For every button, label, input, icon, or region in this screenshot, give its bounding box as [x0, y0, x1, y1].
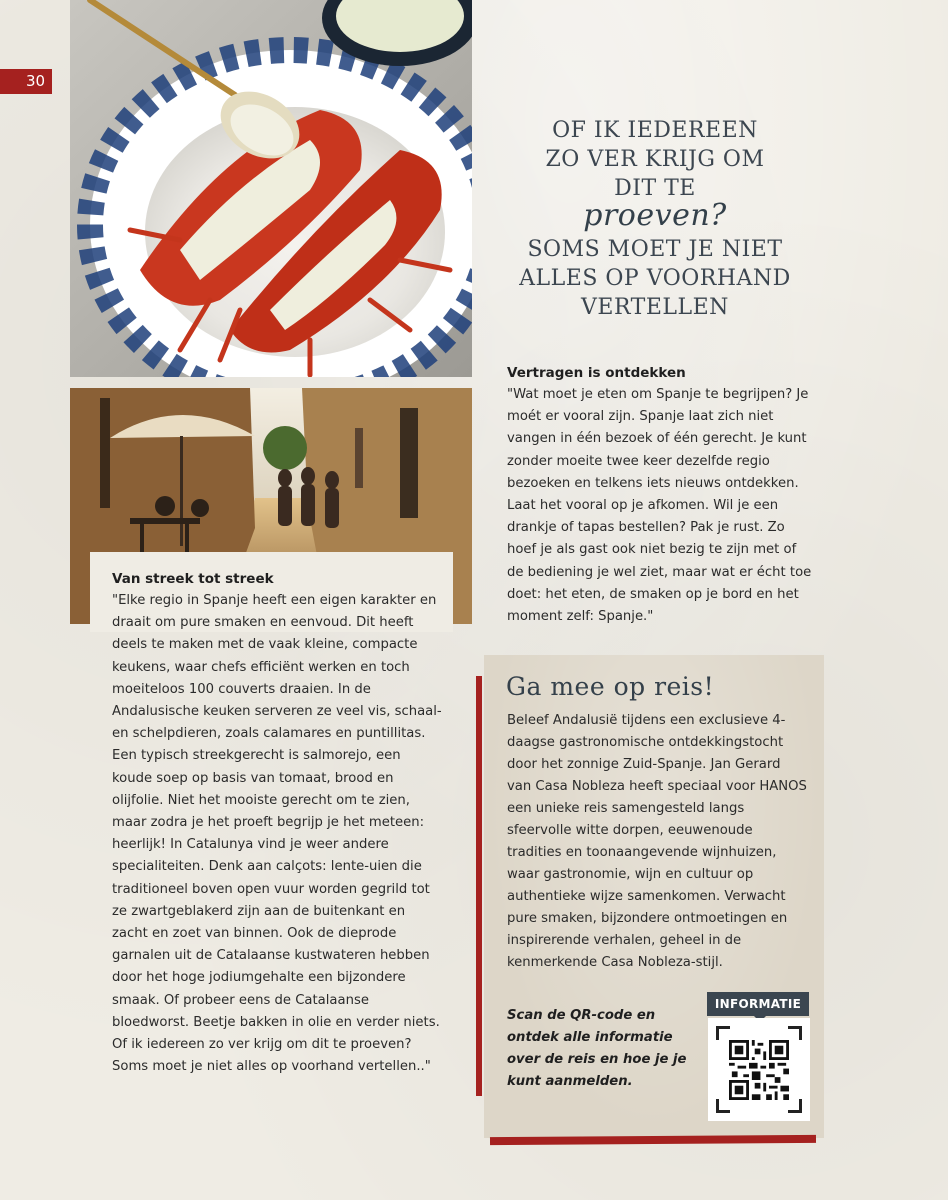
qr-frame-corner [716, 1026, 730, 1040]
pull-quote-script: proeven? [583, 198, 727, 233]
pull-quote-line: ZO VER KRIJG OM [545, 147, 765, 172]
section-vertragen [507, 362, 813, 628]
qr-code-icon[interactable] [729, 1040, 789, 1100]
lobster-illustration [70, 0, 472, 377]
lobster-dish-photo [70, 0, 472, 377]
qr-frame-corner [788, 1099, 802, 1113]
section-body: "Elke regio in Spanje heeft een eigen karakter en draait om pure smaken en eenvoud. Dit heeft deels te maken met de vaak kleine, compacte keukens, waar chefs efficiënt werken en toch moeiteloos 100 couverts draaien. In de Andalusische keuken serveren ze veel vis, schaal- en schelpdieren, zoals calamares en puntillitas. Een typisch streekgerecht is salmorejo, een koude soep op basis van tomaat, brood en olijfolie. Niet het mooiste gerecht om te zien, maar zodra je het proeft begrijp je het meteen: heerlijk! In Catalunya vind je weer andere specialiteiten. Denk aan calçots: lente-uien die traditioneel boven open vuur worden gegrild tot ze zwartgeblakerd zijn aan de buitenkant en zacht en zoet van binnen. Ook de dieprode garnalen uit de Catalaanse kustwateren hebben door het hoge jodiumgehalte een bijzondere smaak. Of probeer eens de Catalaanse bloedworst. Beetje bakken in olie en verder niets. Of ik iedereen zo ver krijg om dit te proeven? Soms moet je niet alles op voorhand vertellen.." [112, 593, 442, 1075]
accent-bar [490, 1135, 816, 1145]
qr-card[interactable] [708, 1018, 810, 1121]
pull-quote [500, 116, 810, 322]
pull-quote-line: VERTELLEN [581, 295, 729, 320]
pull-quote-line: ALLES OP VOORHAND [519, 266, 791, 291]
section-streek [112, 568, 442, 1078]
page-number: 30 [0, 69, 52, 94]
qr-label: INFORMATIE [707, 992, 809, 1016]
pull-quote-line: OF IK IEDEREEN [552, 118, 758, 143]
reis-call-to-action: Scan de QR-code en ontdek alle informatie over de reis en hoe je je kunt aanmelden. [507, 1008, 687, 1089]
qr-frame-corner [716, 1099, 730, 1113]
accent-bar [476, 676, 482, 1096]
section-heading: Van streek tot streek [112, 571, 274, 587]
section-body: "Wat moet je eten om Spanje te begrijpen? Je moét er vooral zijn. Spanje laat zich niet vangen in één bezoek of één gerecht. Je kunt zonder moeite twee keer dezelfde regio bezoeken en telkens iets nieuws ontdekken. Laat het vooral op je afkomen. Wil je een drankje of tapas bestellen? Pak je rust. Zo hoef je als gast ook niet bezig te zijn met of de bediening je wel ziet, maar wat er écht toe doet: het eten, de smaken op je bord en het moment zelf: Spanje." [507, 387, 812, 625]
qr-frame-corner [788, 1026, 802, 1040]
pull-quote-line: DIT TE [614, 176, 696, 201]
pull-quote-line: SOMS MOET JE NIET [527, 237, 783, 262]
reis-body [507, 710, 807, 974]
reis-title: Ga mee op reis! [506, 672, 715, 701]
section-heading: Vertragen is ontdekken [507, 365, 686, 381]
reis-body-text: Beleef Andalusië tijdens een exclusieve 4-daagse gastronomische ontdekkingstocht door het zonnige Zuid-Spanje. Jan Gerard van Casa Nobleza heeft speciaal voor HANOS een unieke reis samengesteld langs sfeervolle witte dorpen, eeuwenoude tradities en toonaangevende wijnhuizen, waar gastronomie, wijn en cultuur op authentieke wijze samenkomen. Verwacht pure smaken, bijzondere ontmoetingen en inspirerende verhalen, geheel in de kenmerkende Casa Nobleza-stijl. [507, 713, 807, 970]
